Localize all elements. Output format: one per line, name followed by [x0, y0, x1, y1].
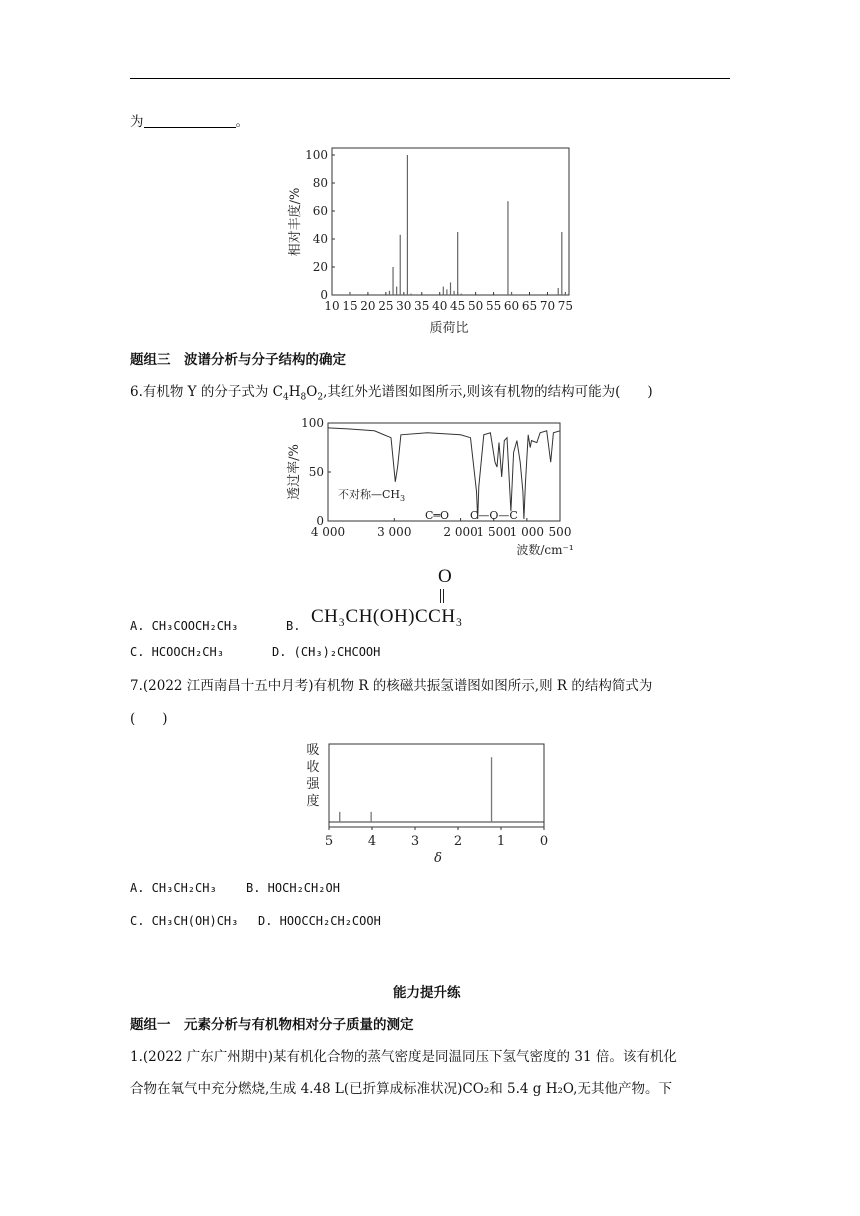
- q7-text-line1: 7.(2022 江西南昌十五中月考)有机物 R 的核磁共振氢谱图如图所示,则 R 的结构简式为: [130, 678, 653, 694]
- ir-xtick-label: 4 000: [310, 525, 346, 539]
- ms-xtick-label: 55: [485, 299, 502, 313]
- ir-xtick-label: 1 500: [476, 525, 511, 539]
- nmr-ylabel-char-3: 强: [306, 777, 320, 792]
- nmr-xtick-label: 2: [453, 834, 463, 849]
- q7-text-line2: ( ): [130, 711, 168, 727]
- ms-xtick-label: 10: [324, 299, 340, 313]
- nmr-ylabel-char-4: 度: [306, 794, 320, 809]
- nmr-xtick-label: 1: [496, 834, 506, 849]
- ir-spectrum-svg: [283, 412, 583, 562]
- ir-ylabel: 透过率/%: [287, 444, 302, 500]
- q6-sub2: 8: [300, 392, 307, 403]
- ir-xtick-label: 2 000: [443, 525, 478, 539]
- ms-xtick-label: 15: [342, 299, 358, 313]
- q6-text-c: O: [306, 384, 318, 400]
- ms-xtick-label: 40: [432, 299, 448, 313]
- nmr-xtick-label: 4: [367, 834, 377, 849]
- q6-sub3: 2: [317, 392, 324, 403]
- option-b-double-bond: [440, 589, 444, 603]
- nmr-spectrum-chart: [300, 736, 560, 872]
- ir-xtick-label: 500: [548, 525, 572, 539]
- ms-xlabel: 质荷比: [429, 321, 469, 336]
- nmr-frame: [329, 744, 544, 827]
- q5-answer-line: [130, 112, 249, 132]
- section-heading: 能力提升练: [393, 985, 461, 1001]
- ir-annotation-co: C═O: [425, 509, 450, 522]
- nmr-xtick-label: 3: [410, 834, 420, 849]
- q5-prefix: 为: [130, 114, 144, 130]
- header-rule: [130, 78, 730, 79]
- ir-frame: [328, 423, 560, 521]
- ms-xtick-label: 75: [557, 299, 574, 313]
- q6-text-d: ,其红外光谱图如图所示,则该有机物的结构可能为( ): [323, 384, 653, 400]
- ms-xtick-label: 60: [503, 299, 520, 313]
- ms-xtick-label: 35: [414, 299, 430, 313]
- q6-sub1: 4: [283, 392, 289, 403]
- q7-option-a[interactable]: A. CH₃CH₂CH₃: [130, 881, 217, 895]
- ir-ytick-label: 50: [308, 465, 324, 479]
- q6-text-a: 6.有机物 Y 的分子式为 C: [130, 384, 283, 400]
- answer-blank[interactable]: [144, 113, 236, 128]
- ir-spectrum-line: [328, 428, 560, 519]
- ms-xtick-label: 70: [539, 299, 556, 313]
- nmr-xlabel: δ: [434, 851, 442, 866]
- nmr-spectrum-svg: [300, 736, 560, 872]
- section3-title: 题组三 波谱分析与分子结构的确定: [130, 352, 346, 368]
- ir-xlabel: 波数/cm⁻¹: [516, 543, 574, 557]
- ir-ytick-label: 100: [301, 416, 324, 430]
- ir-ytick-label: 0: [316, 514, 324, 528]
- ms-xtick-label: 25: [378, 299, 394, 313]
- ir-xtick-label: 1 000: [509, 525, 545, 539]
- nmr-xtick-label: 0: [539, 834, 549, 849]
- q5-suffix: 。: [235, 114, 249, 130]
- ms-xtick-label: 45: [450, 299, 466, 313]
- ir-xtick-label: 3 000: [377, 525, 412, 539]
- q7-option-d[interactable]: D. HOOCCH₂CH₂COOH: [258, 914, 381, 928]
- q6-option-b-formula[interactable]: CH₃CH(OH)CCH₃: [311, 606, 463, 627]
- ms-ytick-label: 20: [312, 260, 328, 274]
- mass-spectrum-chart: [283, 140, 583, 340]
- ms-xtick-label: 50: [467, 299, 484, 313]
- ms-xtick-label: 30: [396, 299, 412, 313]
- q7-option-c[interactable]: C. CH₃CH(OH)CH₃: [130, 914, 239, 928]
- nmr-xtick-label: 5: [324, 834, 334, 849]
- ms-ylabel: 相对丰度/%: [288, 187, 303, 257]
- ms-ytick-label: 80: [312, 176, 328, 190]
- ir-spectrum-chart: [283, 412, 583, 562]
- q6-text-b: H: [288, 384, 301, 400]
- nmr-ylabel-char-1: 吸: [306, 743, 320, 758]
- nmr-ylabel-char-2: 收: [306, 760, 320, 775]
- q6-option-a[interactable]: A. CH₃COOCH₂CH₃: [130, 619, 239, 633]
- ms-frame: [332, 148, 569, 295]
- ms-xtick-label: 65: [521, 299, 538, 313]
- ms-ytick-label: 100: [305, 148, 328, 162]
- ir-annotation-ch3: 不对称$—CH_3$: [338, 488, 406, 503]
- group1-title: 题组一 元素分析与有机物相对分子质量的测定: [130, 1017, 414, 1033]
- ir-annotation-coc: C—O—C: [470, 509, 518, 522]
- ms-ytick-label: 40: [312, 232, 328, 246]
- q6-text: [130, 382, 653, 402]
- mass-spectrum-svg: [283, 140, 583, 340]
- q1-line2: 合物在氧气中充分燃烧,生成 4.48 L(已折算成标准状况)CO₂和 5.4 g H₂O,无其他产物。下: [130, 1081, 672, 1097]
- q6-option-c[interactable]: C. HCOOCH₂CH₃: [130, 645, 224, 659]
- ms-xtick-label: 20: [360, 299, 376, 313]
- q7-option-b[interactable]: B. HOCH₂CH₂OH: [246, 881, 340, 895]
- q1-line1: 1.(2022 广东广州期中)某有机化合物的蒸气密度是同温同压下氢气密度的 31 倍。该有机化: [130, 1049, 677, 1065]
- option-b-oxygen: O: [438, 566, 453, 587]
- q6-option-d[interactable]: D. (CH₃)₂CHCOOH: [272, 645, 381, 659]
- ms-ytick-label: 60: [312, 204, 328, 218]
- ms-ytick-label: 0: [320, 288, 328, 302]
- q6-option-b-label[interactable]: B.: [286, 619, 301, 633]
